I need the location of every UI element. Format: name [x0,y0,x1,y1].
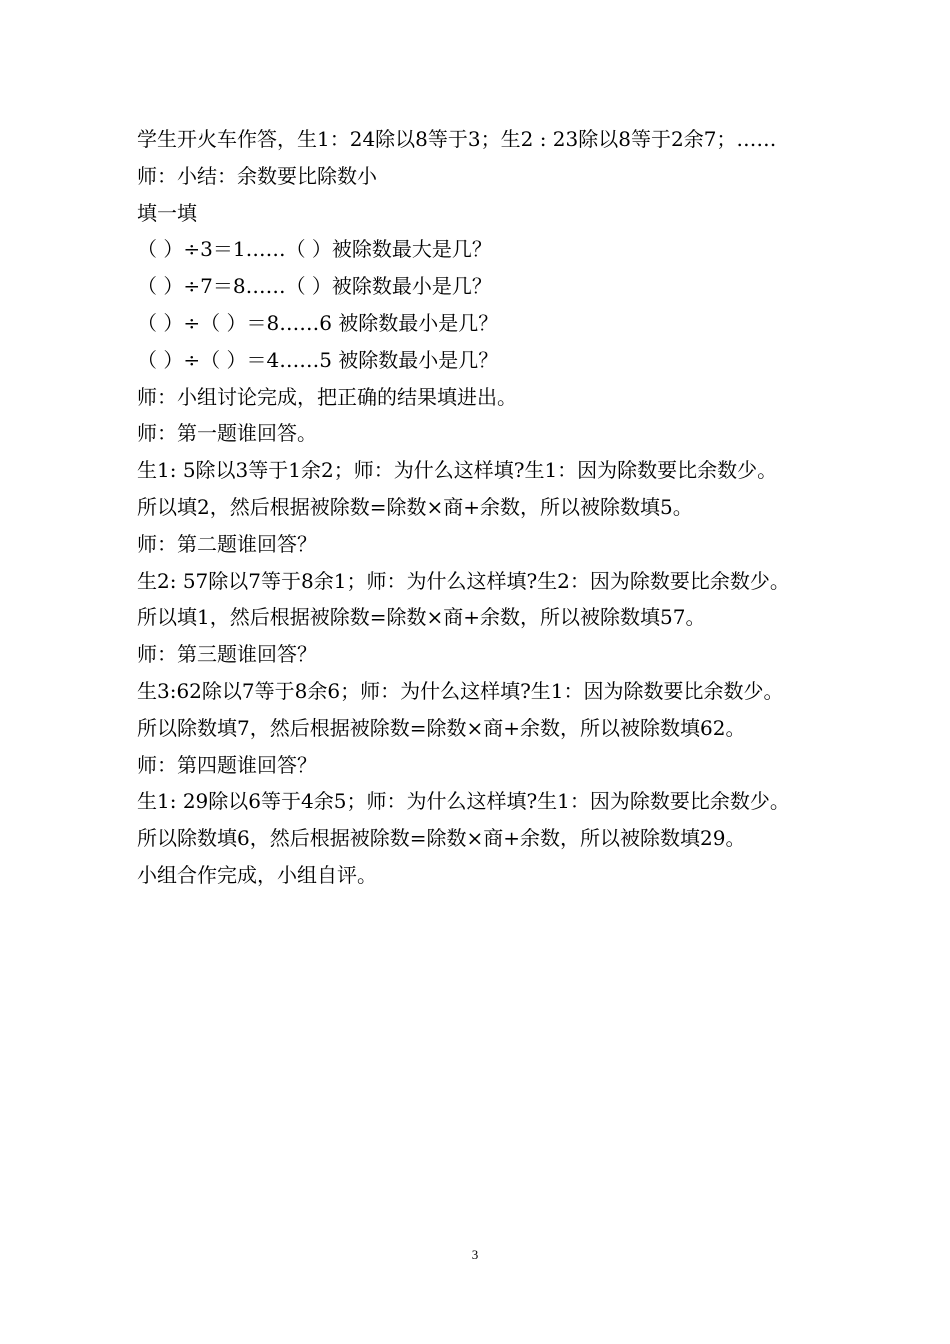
text-line: 所以填1，然后根据被除数=除数×商+余数，所以被除数填57。 [137,605,706,630]
text-line: 师：第三题谁回答？ [137,642,317,667]
text-line: 学生开火车作答，生1：24除以8等于3；生2 : 23除以8等于2余7；…… [137,127,777,151]
text-line: 小组合作完成，小组自评。 [137,862,377,887]
text-line: 师：小组讨论完成，把正确的结果填进出。 [137,384,517,409]
text-line: （ ）÷7＝8……（ ）被除数最小是几？ [137,274,492,299]
text-line: （ ）÷3＝1……（ ）被除数最大是几？ [137,237,492,262]
text-line: 生3:62除以7等于8余6；师：为什么这样填?生1：因为除数要比余数少。 [137,678,784,703]
text-line: 所以填2，然后根据被除数=除数×商+余数，所以被除数填5。 [137,494,693,519]
text-line: 生1: 29除以6等于4余5；师：为什么这样填?生1：因为除数要比余数少。 [137,789,790,814]
text-line: 师：小结：余数要比除数小 [137,163,377,188]
text-line: 师：第一题谁回答。 [137,421,317,446]
text-line: 所以除数填7，然后根据被除数=除数×商+余数，所以被除数填62。 [137,715,746,740]
text-line: 师：第四题谁回答？ [137,752,317,777]
text-line: 所以除数填6，然后根据被除数=除数×商+余数，所以被除数填29。 [137,826,746,851]
document-body [137,121,877,894]
text-line: 生1: 5除以3等于1余2；师：为什么这样填?生1：因为除数要比余数少。 [137,458,778,483]
text-line: 师：第二题谁回答？ [137,531,317,556]
text-line: （ ）÷（ ）＝4……5 被除数最小是几？ [137,347,499,372]
text-line: 生2: 57除以7等于8余1；师：为什么这样填?生2：因为除数要比余数少。 [137,568,790,593]
text-line: 填一填 [137,200,197,225]
text-line: （ ）÷（ ）＝8……6 被除数最小是几？ [137,310,499,335]
page-number: 3 [471,1247,479,1262]
